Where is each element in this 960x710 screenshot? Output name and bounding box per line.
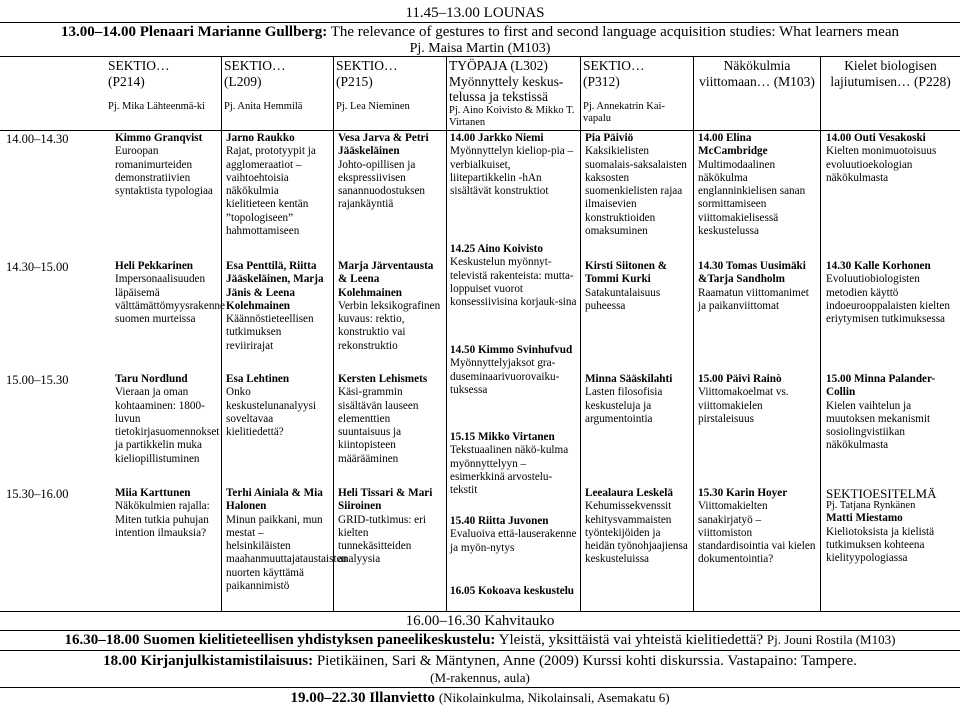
talk-entry: 14.25 Aino Koivisto Keskustelun myönnyt-televistä rakenteista: mutta-loppuiset vuorot konsessiivisina korjauk-sina [450,243,577,309]
talk-entry: 16.05 Kokoava keskustelu [450,585,575,597]
evening-place: (Nikolainkulma, Nikolainsali, Asemakatu 6) [438,690,670,705]
evening-event: 19.00–22.30 Illanvietto [290,690,436,706]
section-header-6: Näkökulmia viittomaan… (M103) [699,58,815,89]
section-header-7: Kielet biologisen lajiutumisen… (P228) [830,58,951,89]
talk-entry: 15.00 Päivi Rainò Viittomakoelmat vs. viittomakielen pirstaleisuus [698,373,789,425]
talk-entry: Minna Sääskilahti Lasten filosofisia keskusteluja ja argumentointia [585,373,673,425]
talk-entry: 14.00 Jarkko Niemi Myönnyttelyn kieliop-pia – verbialkuiset, liitepartikkelin -hAn sisältävät konstruktiot [450,132,574,198]
plenary-title: The relevance of gestures to first and second language acquisition studies: What learners mean [330,24,899,40]
talk-entry: 15.15 Mikko Virtanen Tekstuaalinen näkö-kulma myönnyttelyyn – esimerkkinä arvostelu-tekstit [450,431,569,497]
talk-entry: 14.00 Elina McCambridge Multimodaalinen näkökulma englanninkielisen sanan sormittamiseen viittomakielisessä keskustelussa [698,132,806,238]
time-slot: 15.30–16.00 [6,487,69,501]
talk-entry: 14.00 Outi Vesakoski Kielten monimuotoisuus evoluutioekologian näkökulmasta [826,132,937,184]
lunch-line: 11.45–13.00 LOUNAS [405,5,545,21]
section-header-4: TYÖPAJA (L302) Myönnyttely keskus-telussa ja tekstissä Pj. Aino Koivisto & Mikko T. Virtanen [449,58,575,128]
talk-entry: 14.30 Kalle Korhonen Evoluutiobiologisten metodien käyttö indoeurooppalaisten kielten eriytymisen tutkimuksessa [826,260,950,326]
book-launch-text: Pietikäinen, Sari & Mäntynen, Anne (2009) Kurssi kohti diskurssia. Vastapaino: Tampere. [316,653,857,669]
section-header-5: SEKTIO… (P312) Pj. Annekatrin Kai-vapalu [583,58,665,124]
time-slot: 14.00–14.30 [6,132,69,146]
section-header-3: SEKTIO… (P215) Pj. Lea Nieminen [336,58,410,112]
talk-entry: Marja Järventausta & Leena Kolehmainen Verbin leksikografinen kuvaus: rektio, konstruktio vai rekonstruktio [338,260,441,352]
talk-entry: Kirsti Siitonen & Tommi Kurki Satakuntalaisuus puheessa [585,260,668,312]
panel-time: 16.30–18.00 Suomen kielitieteellisen yhdistyksen paneelikeskustelu: [64,632,496,648]
talk-entry: Taru Nordlund Vieraan ja oman kohtaaminen: 1800-luvun tietokirjasuomennokset ja partikkelin muka kieliopillistuminen [115,373,220,465]
section-header-1: SEKTIO… (P214) Pj. Mika Lähteenmä-ki [108,58,206,112]
talk-entry: Vesa Jarva & Petri Jääskeläinen Johto-opillisen ja ekspressiivisen sanannuodostuksen rajankäyntiä [338,132,429,211]
book-launch-label: 18.00 Kirjanjulkistamistilaisuus: [103,653,314,669]
seminar-entry: SEKTIOESITELMÄ Pj. Tatjana Rynkänen Matti Miestamo Kieliotoksista ja kielistä tutkimuksen kohteena kielityypologiassa [826,486,937,565]
coffee-break: 16.00–16.30 Kahvitauko [405,613,555,629]
talk-entry: Miia Karttunen Näkökulmien rajalla: Miten tutkia puhujan intention ilmauksia? [115,487,210,539]
section-header-2: SEKTIO… (L209) Pj. Anita Hemmilä [224,58,303,112]
time-slot: 14.30–15.00 [6,260,69,274]
time-slot: 15.00–15.30 [6,373,69,387]
talk-entry: 15.40 Riitta Juvonen Evaluoiva että-lauserakenne ja myön-nytys [450,515,577,554]
talk-entry: Kimmo Granqvist Euroopan romanimurteiden demonstratiivien syntaktista typologiaa [115,132,213,198]
talk-entry: Leealaura Leskelä Kehumissekvenssit kehitysvammaisten työntekijöiden ja heidän työnohjaajiensa keskusteluissa [585,487,688,566]
talk-entry: Heli Pekkarinen Impersonaalisuuden läpäisemä välttämättömyysrakenne suomen murteissa [115,260,225,326]
talk-entry: 15.30 Karin Hoyer Viittomakielten sanakirjatyö – viittomiston standardisointia vai kielen dokumentointia? [698,487,816,566]
plenary-chair: Pj. Maisa Martin (M103) [409,41,551,56]
panel-chair: Pj. Jouni Rostila (M103) [766,632,896,647]
talk-entry: 14.50 Kimmo Svinhufvud Myönnyttelyjaksot gra-duseminaarivuorovaiku-tuksessa [450,344,573,396]
book-launch-place: (M-rakennus, aula) [430,670,530,685]
plenary-time: 13.00–14.00 [61,24,136,40]
talk-entry: Kersten Lehismets Käsi-grammin sisältävän lauseen elementtien suuntaisuus ja kiintopisteen määrääminen [338,373,428,465]
talk-entry: Heli Tissari & Mari Siiroinen GRID-tutkimus: eri kielten tunnekäsitteiden analyysia [338,487,433,566]
talk-entry: Esa Lehtinen Onko keskustelunanalyysi soveltavaa kielitiedettä? [226,373,317,439]
panel-title: Yleistä, yksittäistä vai yhteistä kielitiedettä? [498,632,764,648]
talk-entry: 15.00 Minna Palander-Collin Kielen vaihtelun ja muutoksen mekanismit sosiolingvistiikan näkökulmasta [826,373,936,452]
talk-entry: Pia Päiviö Kaksikielisten suomalais-saksalaisten kaksosten suomenkielisten rajaa ilmaisevien konstruktioiden omaksuminen [585,132,687,238]
plenary-label: Plenaari Marianne Gullberg: [139,24,328,40]
talk-entry: Terhi Ainiala & Mia Halonen Minun paikkani, mun mestat – helsinkiläisten maahanmuuttajataustaisten nuorten käyttämä paikannimistö [226,487,348,593]
talk-entry: Jarno Raukko Rajat, prototyypit ja agglomeraatiot – vaihtoehtoisia näkökulmia kielitieteen kentän ”topologiseen” hahmottamiseen [226,132,316,238]
talk-entry: 14.30 Tomas Uusimäki &Tarja Sandholm Raamatun viittomanimet ja paikanviittomat [698,260,809,312]
talk-entry: Esa Penttilä, Riitta Jääskeläinen, Marja Jänis & Leena Kolehmainen Käännöstieteellisen tutkimuksen reviirirajat [226,260,324,352]
